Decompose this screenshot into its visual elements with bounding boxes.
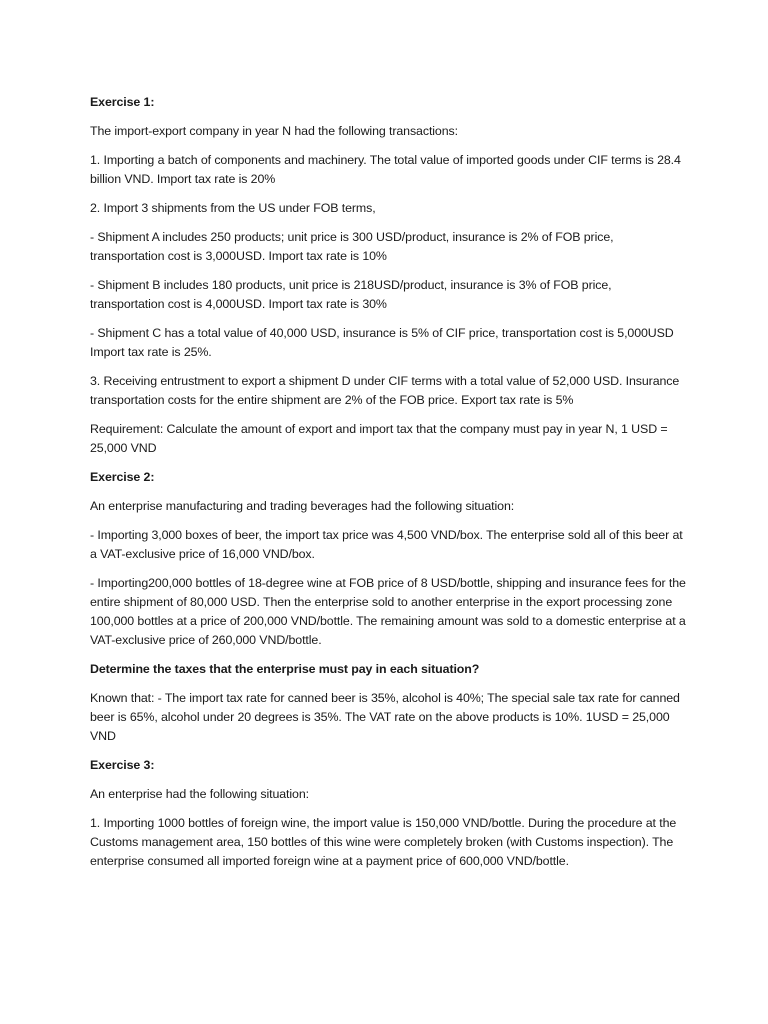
exercise-1-intro: The import-export company in year N had the following transactions: [90,124,458,138]
exercise-1-item-1: 1. Importing a batch of components and machinery. The total value of imported goods under CIF terms is 28.4 billion VND. Import tax rate is 20% [90,153,681,186]
exercise-1-item-3: 3. Receiving entrustment to export a shipment D under CIF terms with a total value of 52,000 USD. Insurance transportation costs for the entire shipment are 2% of the FOB price. Export tax rate is 5% [90,374,680,407]
document-page [90,93,688,881]
exercise-3-intro: An enterprise had the following situation: [90,787,309,801]
exercise-2-known: Known that: - The import tax rate for canned beer is 35%, alcohol is 40%; The special sale tax rate for canned beer is 65%, alcohol under 20 degrees is 35%. The VAT rate on the above products is 10%. 1USD = 25,000 VND [90,691,680,743]
exercise-3-item-1: 1. Importing 1000 bottles of foreign wine, the import value is 150,000 VND/bottle. During the procedure at the Customs management area, 150 bottles of this wine were completely broken (with Customs inspection). The enterprise consumed all imported foreign wine at a payment price of 600,000 VND/bottle. [90,816,677,868]
exercise-2-wine: - Importing200,000 bottles of 18-degree wine at FOB price of 8 USD/bottle, shipping and insurance fees for the entire shipment of 80,000 USD. Then the enterprise sold to another enterprise in the export processing zone 100,000 bottles at a price of 200,000 VND/bottle. The remaining amount was sold to a domestic enterprise at a VAT-exclusive price of 260,000 VND/bottle. [90,576,686,647]
exercise-2-heading: Exercise 2: [90,470,155,484]
exercise-1-heading: Exercise 1: [90,95,155,109]
shipment-c: - Shipment C has a total value of 40,000 USD, insurance is 5% of CIF price, transportation cost is 5,000USD Import tax rate is 25%. [90,326,674,359]
exercise-1-requirement: Requirement: Calculate the amount of export and import tax that the company must pay in year N, 1 USD = 25,000 VND [90,422,668,455]
exercise-3-heading: Exercise 3: [90,758,155,772]
exercise-2-question: Determine the taxes that the enterprise must pay in each situation? [90,662,480,676]
shipment-b: - Shipment B includes 180 products, unit price is 218USD/product, insurance is 3% of FOB price, transportation cost is 4,000USD. Import tax rate is 30% [90,278,612,311]
exercise-1-item-2: 2. Import 3 shipments from the US under FOB terms, [90,201,376,215]
exercise-2-beer: - Importing 3,000 boxes of beer, the import tax price was 4,500 VND/box. The enterprise sold all of this beer at a VAT-exclusive price of 16,000 VND/box. [90,528,683,561]
shipment-a: - Shipment A includes 250 products; unit price is 300 USD/product, insurance is 2% of FOB price, transportation cost is 3,000USD. Import tax rate is 10% [90,230,614,263]
exercise-2-intro: An enterprise manufacturing and trading beverages had the following situation: [90,499,515,513]
